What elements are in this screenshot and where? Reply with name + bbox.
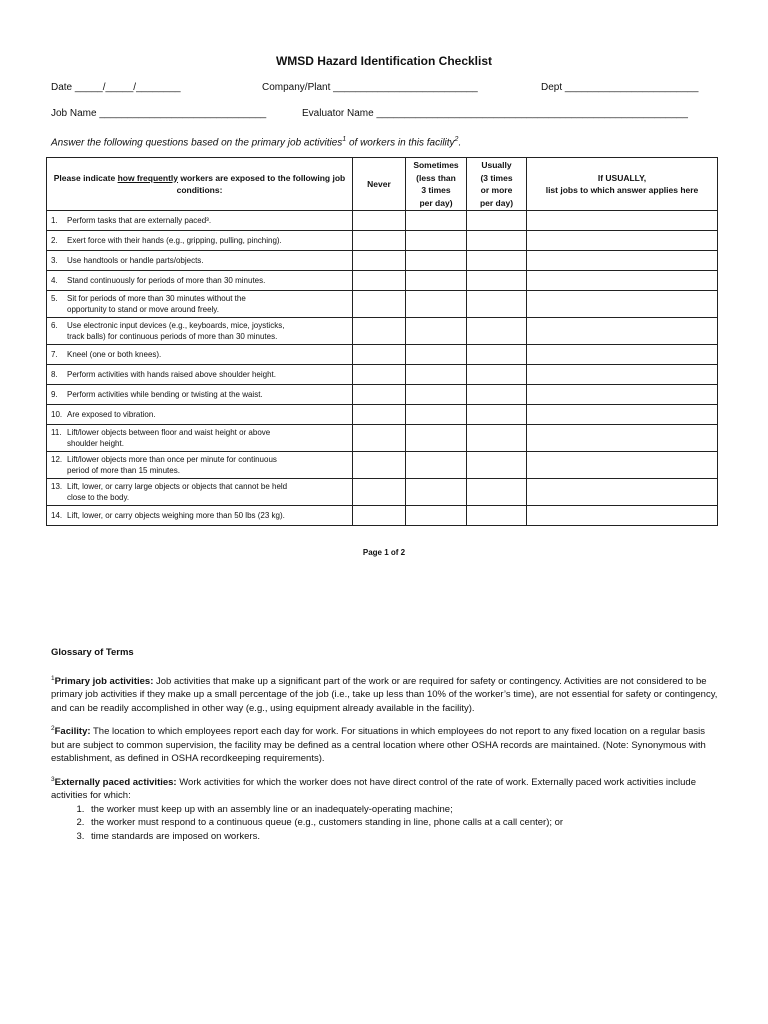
usually-cell[interactable] [467, 271, 527, 291]
table-row [47, 405, 718, 425]
sometimes-cell[interactable] [406, 271, 467, 291]
glossary-heading: Glossary of Terms [51, 647, 134, 658]
list-item: 3. time standards are imposed on workers. [87, 830, 719, 844]
sometimes-cell[interactable] [406, 318, 467, 345]
sometimes-cell[interactable] [406, 385, 467, 405]
sometimes-cell[interactable] [406, 231, 467, 251]
jobs-list-cell[interactable] [527, 425, 718, 452]
never-cell[interactable] [353, 291, 406, 318]
usually-cell[interactable] [467, 318, 527, 345]
evaluator-name-field[interactable]: Evaluator Name ________________________________________________________ [302, 108, 688, 119]
table-row [47, 211, 718, 231]
condition-question: 9. Perform activities while bending or twisting at the waist. [47, 385, 353, 405]
never-cell[interactable] [353, 452, 406, 479]
condition-question: 13. Lift, lower, or carry large objects or objects that cannot be held close to the body. [47, 479, 353, 506]
table-row [47, 251, 718, 271]
jobs-list-cell[interactable] [527, 405, 718, 425]
usually-cell[interactable] [467, 506, 527, 526]
condition-question: 11. Lift/lower objects between floor and waist height or above shoulder height. [47, 425, 353, 452]
never-cell[interactable] [353, 345, 406, 365]
never-cell[interactable] [353, 211, 406, 231]
jobs-list-cell[interactable] [527, 345, 718, 365]
usually-cell[interactable] [467, 291, 527, 318]
never-cell[interactable] [353, 365, 406, 385]
sometimes-cell[interactable] [406, 405, 467, 425]
table-row [47, 271, 718, 291]
never-cell[interactable] [353, 318, 406, 345]
condition-question: 6. Use electronic input devices (e.g., keyboards, mice, joysticks, track balls) for continuous periods of more than 30 minutes. [47, 318, 353, 345]
condition-question: 1. Perform tasks that are externally paced³. [47, 211, 353, 231]
condition-question: 14. Lift, lower, or carry objects weighing more than 50 lbs (23 kg). [47, 506, 353, 526]
table-row [47, 425, 718, 452]
table-row [47, 385, 718, 405]
sometimes-cell[interactable] [406, 291, 467, 318]
list-item: 2. the worker must respond to a continuous queue (e.g., customers standing in line, phone calls at a call center); or [87, 816, 719, 830]
usually-cell[interactable] [467, 425, 527, 452]
column-sometimes-header: Sometimes (less than 3 times per day) [406, 158, 467, 211]
jobs-list-cell[interactable] [527, 452, 718, 479]
column-usually-header: Usually (3 times or more per day) [467, 158, 527, 211]
sometimes-cell[interactable] [406, 365, 467, 385]
usually-cell[interactable] [467, 385, 527, 405]
sometimes-cell[interactable] [406, 211, 467, 231]
exposure-checklist-table [46, 157, 718, 526]
document-title: WMSD Hazard Identification Checklist [275, 54, 493, 68]
table-row [47, 318, 718, 345]
usually-cell[interactable] [467, 231, 527, 251]
condition-question: 12. Lift/lower objects more than once per minute for continuous period of more than 15 minutes. [47, 452, 353, 479]
glossary-term-facility: $^2$Facility: The location to which employees report each day for work. For situations in which employees do not report to any fixed location on a regular basis but are subject to common supervision, the facility may be defined as a central location where other OSHA records are maintained. (Note: Synonymous with establishment, as defined in OSHA recordkeeping requirements). [51, 725, 706, 765]
page-number: Page 1 of 2 [362, 548, 406, 557]
never-cell[interactable] [353, 479, 406, 506]
date-field[interactable]: Date _____/_____/________ [51, 82, 181, 93]
jobs-list-cell[interactable] [527, 291, 718, 318]
table-row [47, 345, 718, 365]
condition-question: 8. Perform activities with hands raised above shoulder height. [47, 365, 353, 385]
sometimes-cell[interactable] [406, 345, 467, 365]
jobs-list-cell[interactable] [527, 506, 718, 526]
dept-field[interactable]: Dept ________________________ [541, 82, 699, 93]
usually-cell[interactable] [467, 365, 527, 385]
column-never-header: Never [353, 158, 406, 211]
usually-cell[interactable] [467, 345, 527, 365]
sometimes-cell[interactable] [406, 506, 467, 526]
table-header-row [47, 158, 718, 211]
sometimes-cell[interactable] [406, 479, 467, 506]
condition-question: 5. Sit for periods of more than 30 minutes without the opportunity to stand or move around freely. [47, 291, 353, 318]
glossary-term-primary-job-activities: $^1$Primary job activities: Job activities that make up a significant part of the work or are required for safety or contingency. Activities are not considered to be primary job activities if they make up a small percentage of the job (i.e., take up less than 10% of the worker’s time), are not essential for safety or contingency, and can be readily accomplished in other way (e.g., using equipment already available in the facility). [51, 674, 718, 714]
condition-question: 10. Are exposed to vibration. [47, 405, 353, 425]
usually-cell[interactable] [467, 405, 527, 425]
never-cell[interactable] [353, 231, 406, 251]
never-cell[interactable] [353, 251, 406, 271]
never-cell[interactable] [353, 385, 406, 405]
table-row [47, 452, 718, 479]
table-row [47, 291, 718, 318]
never-cell[interactable] [353, 506, 406, 526]
jobs-list-cell[interactable] [527, 231, 718, 251]
jobs-list-cell[interactable] [527, 271, 718, 291]
condition-question: 4. Stand continuously for periods of more than 30 minutes. [47, 271, 353, 291]
glossary-term-externally-paced: $^3$Externally paced activities: Work activities for which the worker does not have direct control of the rate of work. Externally paced work activities include activities for which: [51, 775, 696, 802]
usually-cell[interactable] [467, 452, 527, 479]
frequency-question-header: Please indicate how frequently workers are exposed to the following job conditions: [47, 158, 353, 211]
glossary-section [51, 646, 719, 843]
jobs-list-cell[interactable] [527, 365, 718, 385]
usually-cell[interactable] [467, 479, 527, 506]
never-cell[interactable] [353, 425, 406, 452]
table-row [47, 231, 718, 251]
jobs-list-cell[interactable] [527, 385, 718, 405]
condition-question: 3. Use handtools or handle parts/objects. [47, 251, 353, 271]
company-plant-field[interactable]: Company/Plant __________________________ [262, 82, 478, 93]
jobs-list-cell[interactable] [527, 318, 718, 345]
sometimes-cell[interactable] [406, 425, 467, 452]
table-row [47, 365, 718, 385]
sometimes-cell[interactable] [406, 251, 467, 271]
column-if-usually-header: If USUALLY, list jobs to which answer applies here [527, 158, 718, 211]
usually-cell[interactable] [467, 211, 527, 231]
never-cell[interactable] [353, 405, 406, 425]
table-row [47, 506, 718, 526]
list-item: 1. the worker must keep up with an assembly line or an inadequately-operating machine; [87, 803, 719, 817]
instructions-text: Answer the following questions based on the primary job activities$^1$ of workers in this facility$^2$. [51, 136, 462, 149]
sometimes-cell[interactable] [406, 452, 467, 479]
usually-cell[interactable] [467, 251, 527, 271]
never-cell[interactable] [353, 271, 406, 291]
jobs-list-cell[interactable] [527, 251, 718, 271]
condition-question: 2. Exert force with their hands (e.g., gripping, pulling, pinching). [47, 231, 353, 251]
condition-question: 7. Kneel (one or both knees). [47, 345, 353, 365]
externally-paced-list [51, 803, 719, 844]
jobs-list-cell[interactable] [527, 479, 718, 506]
job-name-field[interactable]: Job Name ______________________________ [51, 108, 267, 119]
jobs-list-cell[interactable] [527, 211, 718, 231]
table-row [47, 479, 718, 506]
